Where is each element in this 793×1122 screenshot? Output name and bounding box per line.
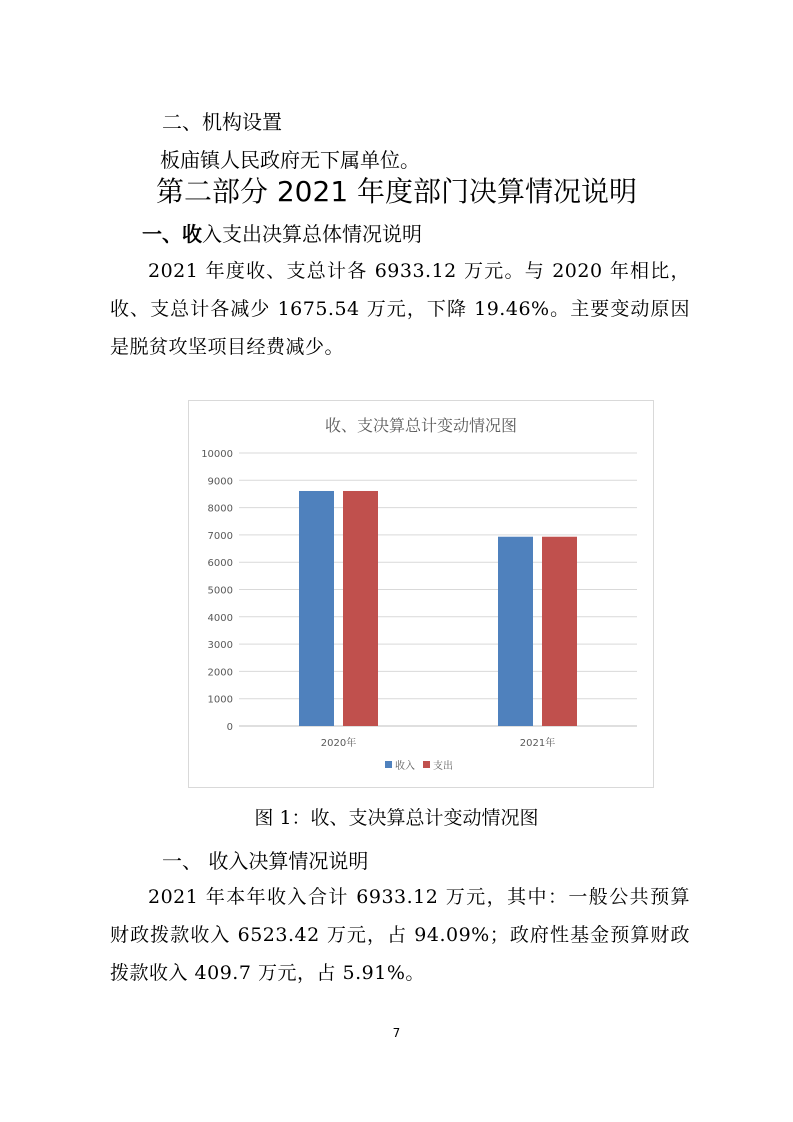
- chart-bars: [299, 491, 577, 726]
- y-tick-label: 3000: [207, 640, 233, 652]
- section-heading-rest: 入支出决算总体情况说明: [202, 222, 422, 246]
- section-heading-organization: 二、机构设置: [162, 110, 282, 134]
- bar-income: [299, 491, 334, 726]
- x-category-label: 2021年: [519, 738, 556, 749]
- figure-caption: 图 1：收、支决算总计变动情况图: [254, 807, 539, 829]
- y-tick-label: 4000: [207, 612, 233, 624]
- y-tick-label: 6000: [207, 558, 233, 570]
- legend-swatch: [423, 761, 430, 768]
- y-tick-label: 0: [226, 722, 233, 733]
- paragraph-income: 2021 年本年收入合计 6933.12 万元，其中：一般公共预算财政拨款收入 6523.42 万元，占 94.09%；政府性基金预算财政拨款收入 409.7 万元，占 5.91%。: [110, 886, 690, 984]
- chart-x-categories: [321, 736, 555, 749]
- y-tick-label: 5000: [207, 585, 233, 597]
- section-heading-overview: [142, 218, 422, 247]
- bar-income: [498, 537, 533, 726]
- legend-swatch: [385, 761, 392, 768]
- bar-expense: [343, 491, 378, 726]
- chart-legend: [385, 759, 453, 772]
- part-title: 第二部分 2021 年度部门决算情况说明: [155, 175, 638, 208]
- page-number: 7: [392, 1026, 401, 1040]
- y-tick-label: 1000: [207, 694, 233, 706]
- section-heading-income: 一、 收入决算情况说明: [162, 849, 369, 873]
- paragraph-overview: 2021 年度收、支总计各 6933.12 万元。与 2020 年相比，收、支总计各减少 1675.54 万元，下降 19.46%。主要变动原因是脱贫攻坚项目经费减少。: [110, 260, 690, 358]
- chart-title: 收、支决算总计变动情况图: [324, 416, 518, 435]
- x-category-label: 2020年: [320, 738, 357, 749]
- section-heading-bold: 一、收: [142, 222, 202, 246]
- chart-gridlines: [239, 453, 637, 726]
- income-expense-chart: [188, 400, 654, 788]
- paragraph-subordinate-units: 板庙镇人民政府无下属单位。: [160, 148, 420, 172]
- y-tick-label: 9000: [207, 476, 233, 488]
- chart-canvas: [189, 401, 653, 787]
- y-tick-label: 2000: [207, 667, 233, 679]
- y-tick-label: 10000: [201, 449, 233, 460]
- chart-y-ticks: [201, 449, 233, 733]
- bar-expense: [542, 537, 577, 726]
- y-tick-label: 7000: [207, 530, 233, 542]
- legend-label: 支出: [433, 761, 453, 772]
- legend-label: 收入: [395, 761, 415, 772]
- y-tick-label: 8000: [207, 503, 233, 515]
